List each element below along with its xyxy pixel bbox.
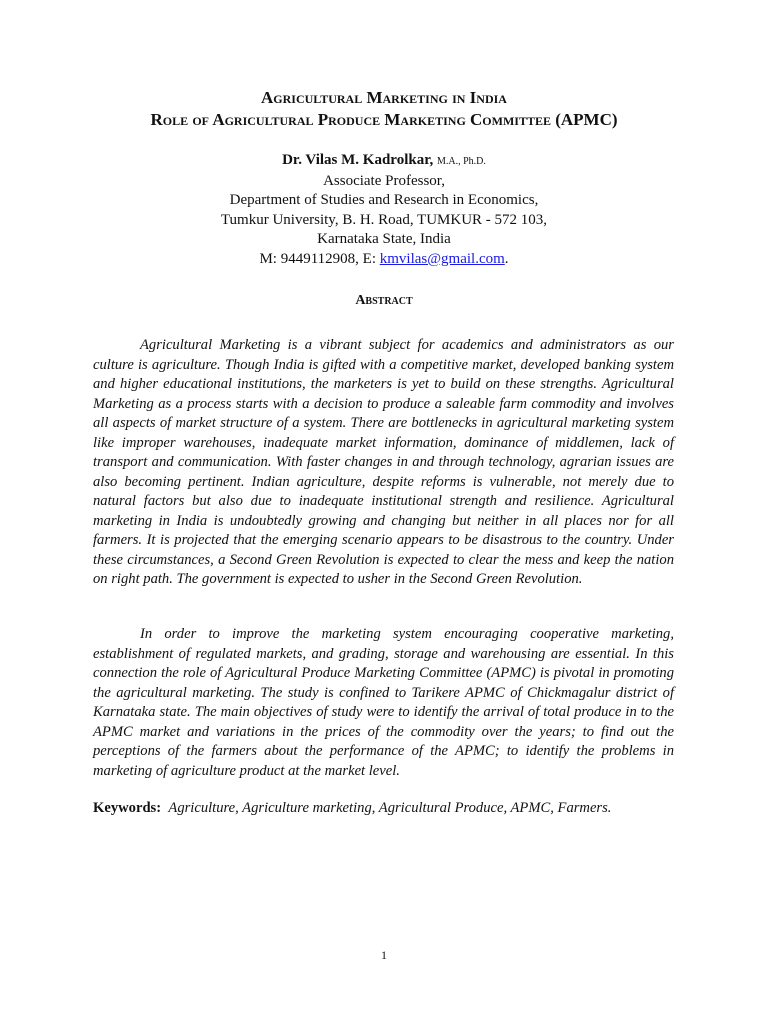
contact-suffix: . bbox=[504, 250, 509, 267]
author-block bbox=[0, 151, 768, 269]
email-link[interactable]: kmvilas@gmail.com bbox=[379, 250, 505, 267]
abstract-paragraph-1: Agricultural Marketing is a vibrant subject for academics and administrators as our culture is agriculture. Though India is gifted with a competitive market, developed banking system and higher educational institutions, the marketers is yet to build on these strengths. Agricultural Marketing as a process starts with a decision to produce a saleable farm commodity and involves all aspects of market structure of a system. There are bottlenecks in agricultural marketing system like improper warehouses, inadequate market information, dominance of middlemen, lack of transport and communication. With faster changes in and through technology, agrarian issues are also becoming pertinent. Indian agriculture, despite reforms is vulnerable, not merely due to natural factors but also due to inadequate institutional strength and resilience. Agricultural marketing in India is undoubtedly growing and changing but neither in all places nor for all farmers. It is projected that the emerging scenario appears to be disastrous to the country. Under these circumstances, a Second Green Revolution is expected to clear the mess and keep the nation on right path. The government is expected to usher in the Second Green Revolution. bbox=[93, 337, 674, 587]
keywords-line bbox=[93, 799, 683, 819]
keywords-text: Agriculture, Agriculture marketing, Agricultural Produce, APMC, Farmers. bbox=[168, 800, 612, 816]
paper-subtitle: Role of Agricultural Produce Marketing Committee (APMC) bbox=[150, 110, 618, 129]
contact-phone: M: 9449112908, E: bbox=[259, 250, 380, 267]
abstract-heading: Abstract bbox=[355, 293, 413, 308]
author-line bbox=[0, 151, 768, 172]
author-contact bbox=[0, 250, 768, 270]
abstract-paragraph-2: In order to improve the marketing system encouraging cooperative marketing, establishment of regulated markets, and grading, storage and warehousing are essential. In this connection the role of Agricultural Produce Marketing Committee (APMC) is pivotal in promoting the agricultural marketing. The study is confined to Tarikere APMC of Chickmagalur district of Karnataka state. The main objectives of study were to identify the arrival of total produce in to the APMC market and variations in the prices of the commodity over the years; to find out the perceptions of the farmers about the performance of the APMC; to identify the problems in marketing of agriculture product at the market level. bbox=[93, 626, 674, 779]
author-address: Tumkur University, B. H. Road, TUMKUR - 572 103, bbox=[220, 211, 548, 228]
page-number: 1 bbox=[381, 948, 387, 962]
author-department: Department of Studies and Research in Economics, bbox=[229, 192, 539, 208]
author-degrees: M.A., Ph.D. bbox=[436, 156, 486, 167]
author-state: Karnataka State, India bbox=[317, 231, 451, 247]
author-position: Associate Professor, bbox=[323, 172, 445, 189]
paper-title: Agricultural Marketing in India bbox=[261, 88, 507, 107]
keywords-label: Keywords: bbox=[93, 800, 162, 816]
author-name: Dr. Vilas M. Kadrolkar, bbox=[282, 152, 434, 168]
